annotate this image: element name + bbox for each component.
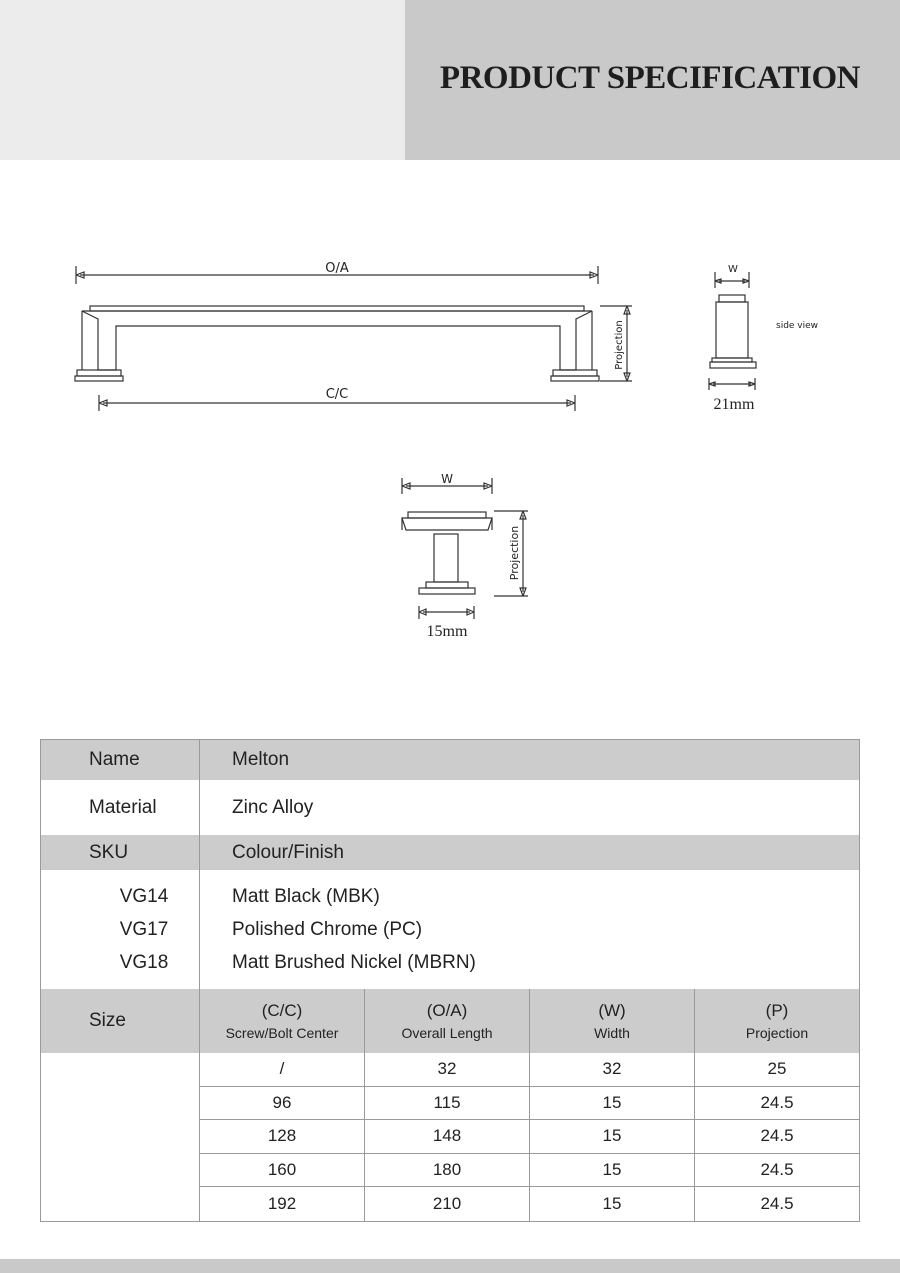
column-code: (W) [598,1001,626,1020]
size-column-header [365,989,530,1053]
cc-cell: 128 [200,1120,365,1153]
column-code: (P) [765,1001,789,1020]
column-code: (C/C) [261,1001,303,1020]
knob-size-label: 15mm [426,623,468,640]
oa-cell: 180 [365,1154,530,1187]
spec-table [40,739,860,1222]
size-column-header [530,989,695,1053]
front-projection-label: Projection [614,320,625,370]
w-cell: 15 [530,1187,695,1221]
w-cell: 32 [530,1053,695,1086]
size-column-header [695,989,859,1053]
cc-cell: / [200,1053,365,1086]
knob-width-label: W [441,472,453,486]
p-cell: 24.5 [760,1160,794,1180]
p-cell: 24.5 [760,1092,794,1112]
material-value: Zinc Alloy [232,796,314,818]
oa-cell: 32 [365,1053,530,1086]
column-desc: Projection [745,1025,809,1041]
column-code: (O/A) [426,1001,468,1020]
overall-length-label: O/A [325,261,349,276]
sku-code: VG14 [119,885,169,907]
w-cell: 15 [530,1120,695,1153]
w-cell: 15 [530,1087,695,1120]
row-size-header [41,989,859,1053]
column-desc: Width [594,1025,630,1041]
side-size-label: 21mm [713,396,755,413]
finish-name: Polished Chrome (PC) [232,918,423,940]
size-column-header [200,989,365,1053]
size-label: Size [41,989,200,1053]
knob-projection-label: Projection [508,525,521,581]
finish-name: Matt Brushed Nickel (MBRN) [232,951,476,973]
center-to-center-label: C/C [325,387,349,402]
cc-cell: 96 [200,1087,365,1120]
sku-code: VG17 [119,918,169,940]
name-label: Name [41,740,200,780]
p-cell: 24.5 [760,1126,794,1146]
name-value: Melton [232,749,290,770]
sku-label: SKU [41,835,200,870]
table-row [200,1087,859,1121]
w-cell: 15 [530,1154,695,1187]
column-desc: Screw/Bolt Center [225,1025,339,1041]
column-desc: Overall Length [401,1025,493,1041]
table-row [200,1154,859,1188]
table-row [200,1053,859,1087]
cc-cell: 160 [200,1154,365,1187]
row-sku-header [41,835,859,870]
finish-label: Colour/Finish [232,841,344,863]
p-cell: 25 [767,1059,787,1079]
p-cell: 24.5 [760,1194,794,1214]
oa-cell: 210 [365,1187,530,1221]
footer-bar [0,1259,900,1273]
size-body-spacer [41,1053,200,1221]
finish-list [200,870,859,989]
header-left-panel [0,0,405,160]
size-column-headers [200,989,859,1053]
row-material [41,780,859,835]
cc-cell: 192 [200,1187,365,1221]
size-rows [200,1053,859,1221]
sku-code: VG18 [119,951,169,973]
table-row [200,1187,859,1221]
technical-drawings [0,160,900,700]
sku-list [41,870,200,989]
table-row [200,1120,859,1154]
side-view-caption: side view [776,321,819,331]
row-name [41,740,859,780]
material-label: Material [41,780,200,835]
oa-cell: 148 [365,1120,530,1153]
side-width-label: W [728,264,738,275]
row-finishes [41,870,859,989]
side-view-handle [709,272,756,390]
front-view-handle [75,266,632,411]
finish-name: Matt Black (MBK) [232,885,380,907]
page-title: PRODUCT SPECIFICATION [439,60,860,96]
oa-cell: 115 [365,1087,530,1120]
size-table-body [41,1053,859,1221]
